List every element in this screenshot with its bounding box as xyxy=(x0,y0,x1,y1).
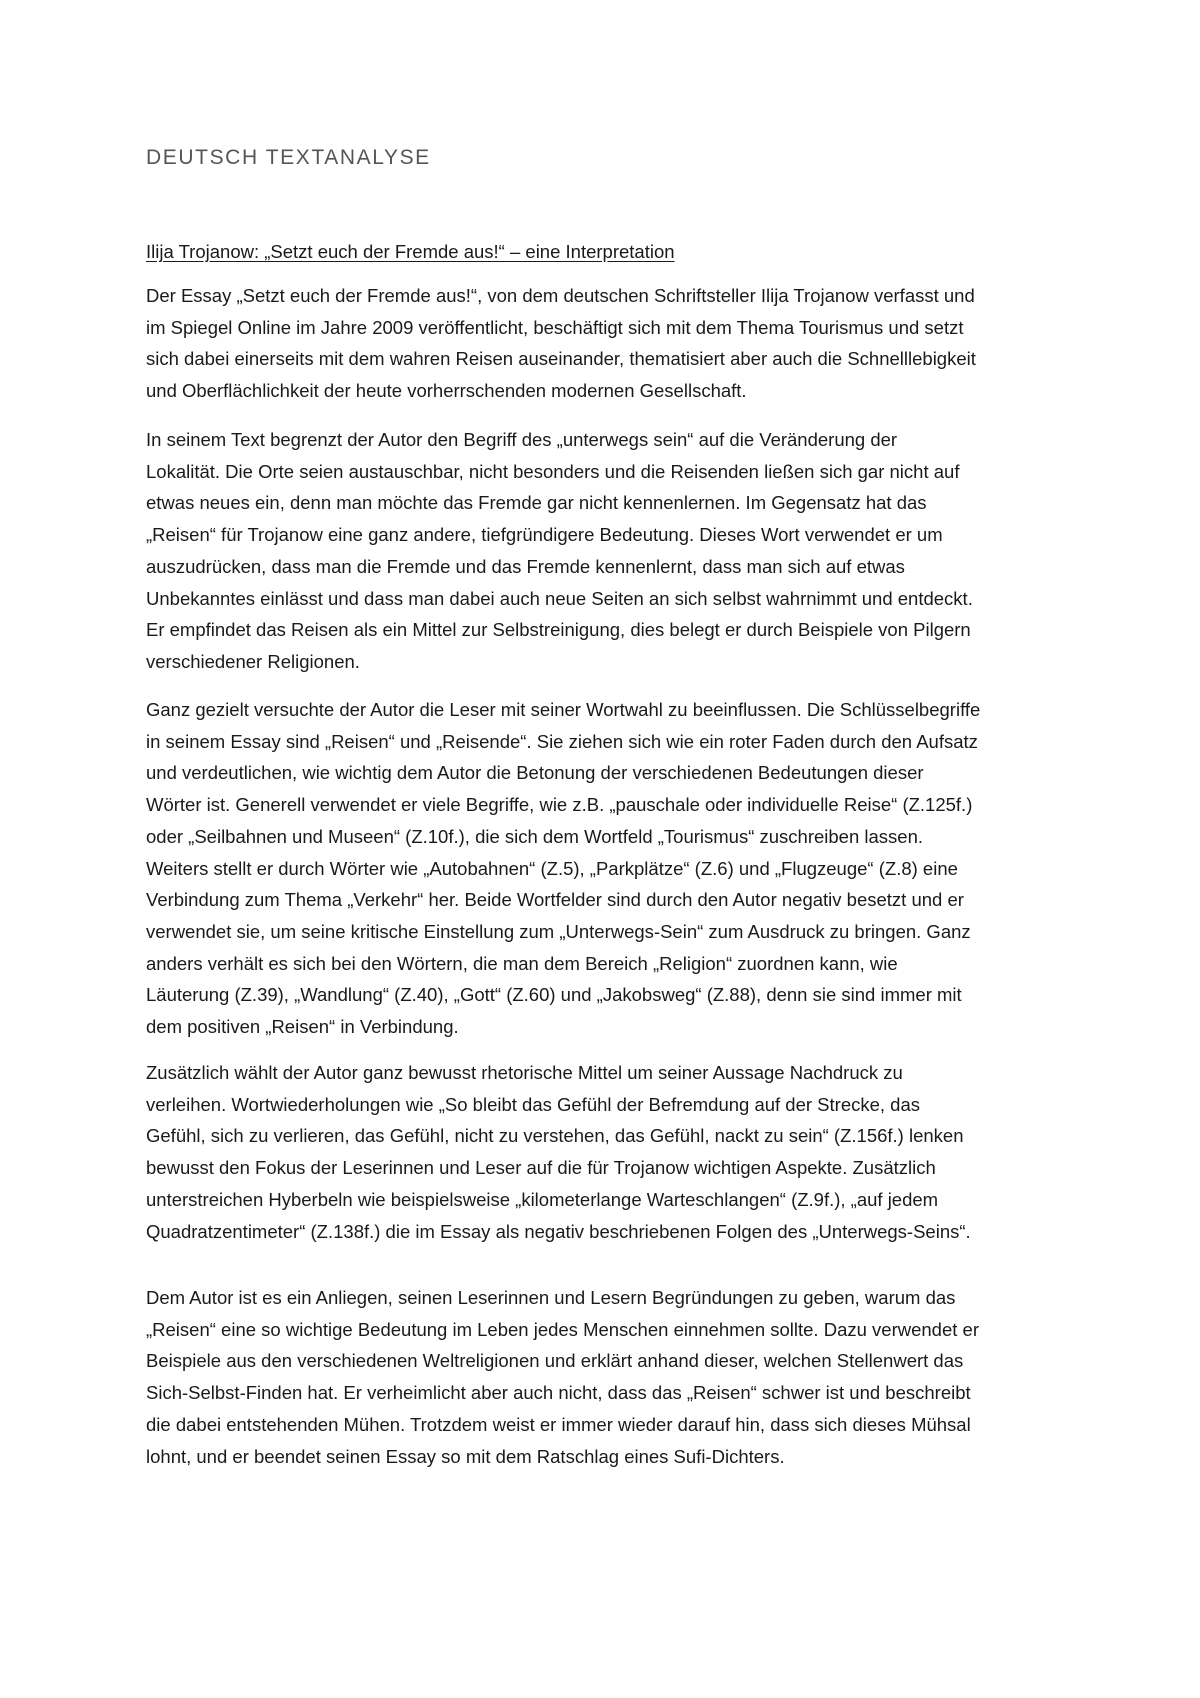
text-line: oder „Seilbahnen und Museen“ (Z.10f.), die sich dem Wortfeld „Tourismus“ zuschreiben lassen. xyxy=(146,825,924,847)
text-line: Gefühl, sich zu verlieren, das Gefühl, nicht zu verstehen, das Gefühl, nackt zu sein“ (Z.156f.) lenken xyxy=(146,1125,964,1147)
text-line: im Spiegel Online im Jahre 2009 veröffentlicht, beschäftigt sich mit dem Thema Tourismus und setzt xyxy=(146,316,964,338)
text-line: Verbindung zum Thema „Verkehr“ her. Beide Wortfelder sind durch den Autor negativ besetzt und er xyxy=(146,889,964,911)
text-line: Dem Autor ist es ein Anliegen, seinen Leserinnen und Lesern Begründungen zu geben, warum das xyxy=(146,1287,956,1308)
text-line: verleihen. Wortwiederholungen wie „So bleibt das Gefühl der Befremdung auf der Strecke, das xyxy=(146,1093,921,1115)
text-line: Lokalität. Die Orte seien austauschbar, nicht besonders und die Reisenden ließen sich gar nicht auf xyxy=(146,460,960,482)
text-line: Wörter ist. Generell verwendet er viele Begriffe, wie z.B. „pauschale oder individuelle Reise“ (Z.125f.) xyxy=(146,794,973,816)
paragraph-rhetoric xyxy=(146,1057,1066,1247)
text-line: etwas neues ein, denn man möchte das Fremde gar nicht kennenlernen. Im Gegensatz hat das xyxy=(146,492,927,514)
text-line: Weiters stellt er durch Wörter wie „Autobahnen“ (Z.5), „Parkplätze“ (Z.6) und „Flugzeuge“ (Z.8) eine xyxy=(146,857,958,879)
paragraph-introduction xyxy=(146,280,1066,407)
text-line: unterstreichen Hyberbeln wie beispielsweise „kilometerlange Warteschlangen“ (Z.9f.), „auf jedem xyxy=(146,1188,939,1210)
text-line: „Reisen“ eine so wichtige Bedeutung im Leben jedes Menschen einnehmen sollte. Dazu verwendet er xyxy=(146,1318,979,1340)
text-line: Sich-Selbst-Finden hat. Er verheimlicht aber auch nicht, dass das „Reisen“ schwer ist und beschreibt xyxy=(146,1382,971,1404)
text-line: Ganz gezielt versuchte der Autor die Leser mit seiner Wortwahl zu beeinflussen. Die Schlüsselbegriffe xyxy=(146,699,981,720)
text-line: sich dabei einerseits mit dem wahren Reisen auseinander, thematisiert aber auch die Schnelllebigkeit xyxy=(146,348,976,370)
text-line: verwendet sie, um seine kritische Einstellung zum „Unterwegs-Sein“ zum Ausdruck zu bringen. Ganz xyxy=(146,920,971,942)
text-line: In seinem Text begrenzt der Autor den Begriff des „unterwegs sein“ auf die Veränderung der xyxy=(146,429,898,450)
document-heading: DEUTSCH TEXTANALYSE xyxy=(146,146,431,169)
text-line: die dabei entstehenden Mühen. Trotzdem weist er immer wieder darauf hin, dass sich dieses Mühsal xyxy=(146,1413,971,1435)
text-line: Er empfindet das Reisen als ein Mittel zur Selbstreinigung, dies belegt er durch Beispiele von Pilgern xyxy=(146,619,971,641)
text-line: und verdeutlichen, wie wichtig dem Autor die Betonung der verschiedenen Bedeutungen dieser xyxy=(146,762,924,784)
paragraph-travel-meaning xyxy=(146,424,1066,678)
text-line: Der Essay „Setzt euch der Fremde aus!“, von dem deutschen Schriftsteller Ilija Trojanow verfasst und xyxy=(146,285,975,306)
text-line: Läuterung (Z.39), „Wandlung“ (Z.40), „Gott“ (Z.60) und „Jakobsweg“ (Z.88), denn sie sind immer mit xyxy=(146,984,962,1006)
essay-title: Ilija Trojanow: „Setzt euch der Fremde aus!“ – eine Interpretation xyxy=(146,241,675,262)
text-line: Zusätzlich wählt der Autor ganz bewusst rhetorische Mittel um seiner Aussage Nachdruck zu xyxy=(146,1062,903,1083)
text-line: und Oberflächlichkeit der heute vorherrschenden modernen Gesellschaft. xyxy=(146,380,747,402)
text-line: Quadratzentimeter“ (Z.138f.) die im Essay als negativ beschriebenen Folgen des „Unterwegs-Seins“. xyxy=(146,1220,971,1242)
text-line: in seinem Essay sind „Reisen“ und „Reisende“. Sie ziehen sich wie ein roter Faden durch den Aufsatz xyxy=(146,730,978,752)
text-line: dem positiven „Reisen“ in Verbindung. xyxy=(146,1016,459,1038)
text-line: verschiedener Religionen. xyxy=(146,650,360,672)
text-line: Unbekanntes einlässt und dass man dabei auch neue Seiten an sich selbst wahrnimmt und entdeckt. xyxy=(146,587,973,609)
text-line: Beispiele aus den verschiedenen Weltreligionen und erklärt anhand dieser, welchen Stellenwert das xyxy=(146,1350,964,1372)
text-line: lohnt, und er beendet seinen Essay so mit dem Ratschlag eines Sufi-Dichters. xyxy=(146,1445,785,1467)
text-line: „Reisen“ für Trojanow eine ganz andere, tiefgründigere Bedeutung. Dieses Wort verwendet er um xyxy=(146,524,943,546)
paragraph-word-choice xyxy=(146,694,1066,1043)
text-line: auszudrücken, dass man die Fremde und das Fremde kennenlernt, dass man sich auf etwas xyxy=(146,555,905,577)
text-line: anders verhält es sich bei den Wörtern, die man dem Bereich „Religion“ zuordnen kann, wie xyxy=(146,952,898,974)
paragraph-conclusion xyxy=(146,1282,1066,1472)
text-line: bewusst den Fokus der Leserinnen und Leser auf die für Trojanow wichtigen Aspekte. Zusätzlich xyxy=(146,1157,936,1179)
